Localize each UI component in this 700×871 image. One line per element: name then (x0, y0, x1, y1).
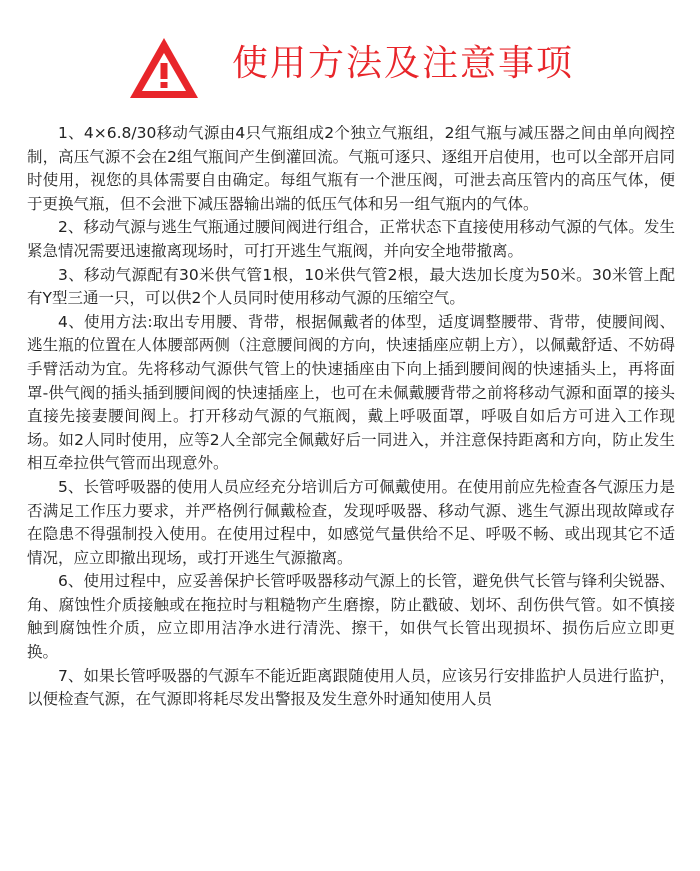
paragraph-1: 1、4×6.8/30移动气源由4只气瓶组成2个独立气瓶组，2组气瓶与减压器之间由单向阀控制，高压气源不会在2组气瓶间产生倒灌回流。气瓶可逐只、逐组开启使用，也可以全部开启同时使用，视您的具体需要自由确定。每组气瓶有一个泄压阀，可泄去高压管内的高压气体，便于更换气瓶，但不会泄下减压器输出端的低压气体和另一组气瓶内的气体。 (27, 124, 675, 213)
paragraph-3: 3、移动气源配有30米供气管1根，10米供气管2根，最大迭加长度为50米。30米管上配有Y型三通一只，可以供2个人员同时使用移动气源的压缩空气。 (27, 265, 675, 308)
paragraph-5: 5、长管呼吸器的使用人员应经充分培训后方可佩戴使用。在使用前应先检查各气源压力是否满足工作压力要求，并严格例行佩戴检查，发现呼吸器、移动气源、逃生气源出现故障或存在隐患不得强制投入使用。在使用过程中，如感觉气量供给不足、呼吸不畅、或出现其它不适情况，应立即撤出现场，或打开逃生气源撤离。 (27, 477, 675, 567)
paragraph-4: 4、使用方法:取出专用腰、背带，根据佩戴者的体型，适度调整腰带、背带，使腰间阀、逃生瓶的位置在人体腰部两侧（注意腰间阀的方向，快速插座应朝上方），以佩戴舒适、不妨碍手臂活动为宜。先将移动气源供气管上的快速插座由下向上插到腰间阀的快速插头上，再将面罩-供气阀的插头插到腰间阀的快速插座上，也可在未佩戴腰背带之前将移动气源和面罩的接头直接先接妻腰间阀上。打开移动气源的气瓶阀，戴上呼吸面罩，呼吸自如后方可进入工作现场。如2人同时使用，应等2人全部完全佩戴好后一同进入，并注意保持距离和方向，防止发生相互牵拉供气管而出现意外。 (27, 312, 675, 473)
warning-triangle-icon (128, 36, 200, 100)
paragraph-6: 6、使用过程中，应妥善保护长管呼吸器移动气源上的长管，避免供气长管与锋利尖锐器、角、腐蚀性介质接触或在拖拉时与粗糙物产生磨擦，防止戳破、划坏、刮伤供气管。如不慎接触到腐蚀性介质，应立即用洁净水进行清洗、擦干，如供气长管出现损坏、损伤后应立即更换。 (27, 572, 675, 662)
instructions-body (27, 122, 675, 712)
paragraph-7: 7、如果长管呼吸器的气源车不能近距离跟随使用人员，应该另行安排监护人员进行监护，以便检查气源，在气源即将耗尽发出警报及发生意外时通知使用人员 (27, 666, 675, 709)
paragraph-2: 2、移动气源与逃生气瓶通过腰间阀进行组合，正常状态下直接使用移动气源的气体。发生紧急情况需要迅速撤离现场时，可打开逃生气瓶阀，并向安全地带撤离。 (27, 218, 675, 260)
header (0, 30, 700, 100)
page-title: 使用方法及注意事项 (232, 43, 575, 84)
